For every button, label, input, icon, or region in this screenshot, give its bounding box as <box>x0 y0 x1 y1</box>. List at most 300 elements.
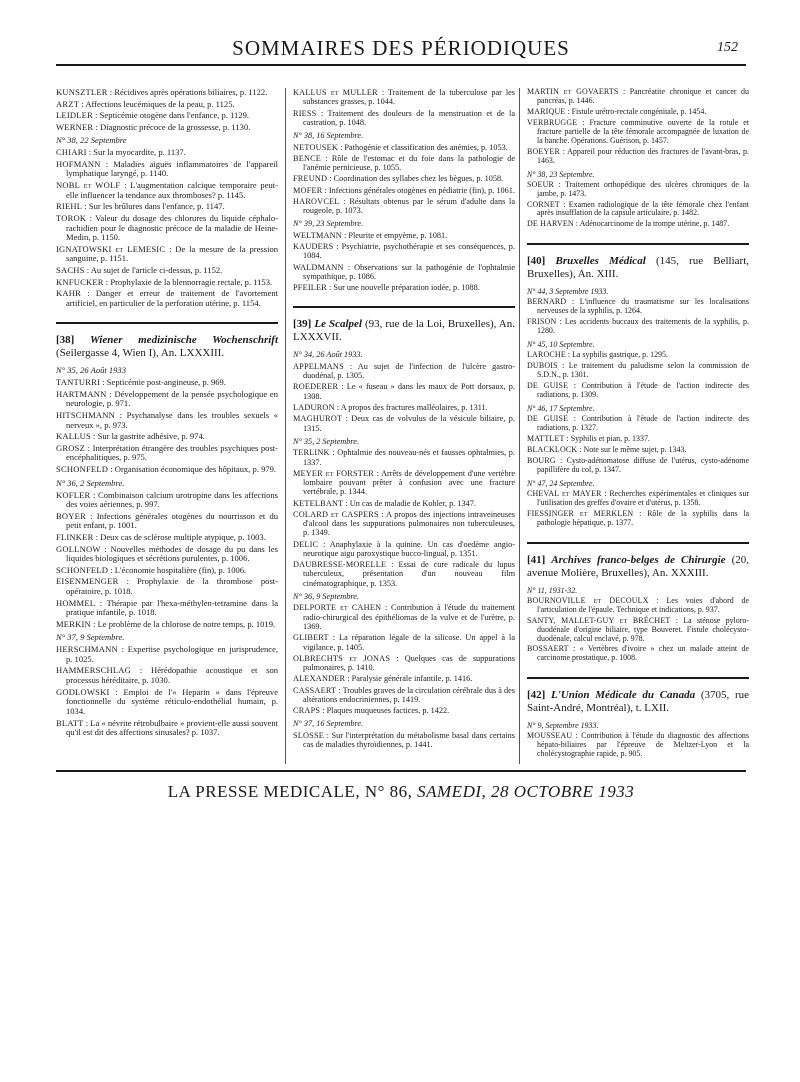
author-separator: : <box>565 350 573 360</box>
entry-list <box>293 231 515 293</box>
article-author: LAROCHE <box>527 350 566 360</box>
article-entry <box>56 465 278 475</box>
article-title: Contribution à l'étude du traitement radio-chirurgical des épithéliomas de la vulve et de l'urètre, p. 1369. <box>303 603 515 631</box>
article-entry <box>527 382 749 400</box>
article-title: Affections leucémiques de la peau, p. 1125. <box>85 98 235 109</box>
author-separator: : <box>555 455 567 465</box>
author-separator: : <box>93 121 100 132</box>
article-author: KALLUS et MULLER <box>293 88 378 97</box>
article-title: Cysto-adénomatose diffuse de l'utérus, cysto-adénome papillifère du col, p. 1347. <box>537 455 749 474</box>
article-author: RIESS <box>293 108 317 118</box>
article-author: MOFER <box>293 185 323 195</box>
article-title: La syphilis gastrique, p. 1295. <box>572 350 668 360</box>
article-entry <box>56 378 278 388</box>
article-entry <box>56 491 278 510</box>
article-entry <box>293 143 515 152</box>
article-title: Les voies d'abord de l'articulation de l'épaule. Technique et indications, p. 937. <box>537 595 749 614</box>
article-entry <box>293 448 515 467</box>
article-author: ROEDERER <box>293 382 339 392</box>
article-title: Traitement des douleurs de la menstruation et de la castration, p. 1048. <box>303 108 515 127</box>
article-author: APPELMANS <box>293 361 344 371</box>
article-title: Rôle de la syphilis dans la pathologie hépatique, p. 1377. <box>537 508 749 527</box>
article-author: WALDMANN <box>293 262 344 272</box>
issue-heading: N° 47, 24 Septembre. <box>527 478 595 488</box>
author-separator: : <box>556 317 565 327</box>
article-entry <box>527 490 749 508</box>
article-entry <box>56 202 278 212</box>
column-divider <box>519 88 520 764</box>
author-separator: : <box>577 117 590 127</box>
author-separator: : <box>573 219 580 229</box>
section-rule <box>527 677 749 679</box>
article-entry <box>56 666 278 685</box>
article-entry <box>56 688 278 717</box>
author-separator: : <box>377 88 388 97</box>
article-title: Quelques cas de suppurations pulmonaires, p. 1410. <box>303 653 515 673</box>
article-title: Sur la gastrite adhésive, p. 974. <box>97 431 205 442</box>
article-entry <box>56 148 278 158</box>
author-separator: : <box>106 388 115 399</box>
journal-name: Archives franco-belges de Chirurgie <box>551 553 726 566</box>
issue-heading: N° 46, 17 Septembre. <box>527 404 595 413</box>
footer-journal: LA PRESSE MEDICALE, N° 86, <box>167 782 413 801</box>
issue-heading: N° 35, 2 Septembre. <box>293 436 360 446</box>
article-author: KOFLER <box>56 489 91 500</box>
column-divider <box>285 88 286 764</box>
author-separator: : <box>318 539 330 549</box>
article-entry <box>293 603 515 631</box>
author-separator: : <box>103 276 111 287</box>
article-author: BOYER <box>56 510 86 521</box>
article-title: Expertise psychologique en jurisprudence, p. 1025. <box>66 644 278 664</box>
article-title: Recherches expérimentales et cliniques sur l'utilisation des greffes d'ovaire et d'utérus, p. 1358. <box>537 488 749 507</box>
article-entry <box>293 469 515 497</box>
article-entry <box>293 633 515 652</box>
article-author: HERSCHMANN <box>56 644 118 655</box>
article-entry <box>293 560 515 588</box>
issue-heading: N° 36, 2 Septembre. <box>56 477 125 488</box>
article-author: TANTURRI <box>56 377 101 388</box>
article-author: LADURON <box>293 402 335 412</box>
article-author: KAUDERS <box>293 242 334 252</box>
article-author: KUNSZTLER <box>56 87 108 97</box>
article-title: Valeur du dosage des chlorures du liquide céphalo-rachidien pour le diagnostic précoce de la maladie de Heine-Medin, p. 1150. <box>66 212 278 243</box>
author-separator: : <box>100 158 114 169</box>
entry-list <box>527 597 749 664</box>
article-entry <box>293 242 515 261</box>
author-separator: : <box>118 576 138 587</box>
article-author: CRAPS <box>293 706 321 716</box>
article-title: Observations sur la pathogénie de l'ophtalmie sympathique, p. 1086. <box>303 262 516 281</box>
entry-list <box>56 491 278 630</box>
article-entry <box>527 597 749 615</box>
issue-heading: N° 45, 10 Septembre. <box>527 340 595 350</box>
issue-heading: N° 37, 9 Septembre. <box>56 632 125 643</box>
author-separator: : <box>85 442 93 453</box>
article-title: La « névrite rétrobulbaire » provient-elle aussi souvent qu'il est dit des affections sinusales? p. 1037. <box>66 717 278 738</box>
article-entry <box>293 197 515 216</box>
article-entry <box>56 645 278 664</box>
article-entry <box>56 278 278 288</box>
issue-heading: N° 39, 23 Septembre. <box>293 219 364 229</box>
article-title: De la mesure de la pression sanguine, p. 1151. <box>66 243 278 264</box>
article-title: Deux cas de sclérose multiple atypique, p. 1003. <box>100 531 266 542</box>
article-title: Au sujet de l'article ci-dessus, p. 1152. <box>90 264 223 275</box>
issue-heading: N° 38, 23 Septembre. <box>527 169 595 179</box>
article-author: NOBL et WOLF <box>56 180 121 191</box>
article-entry <box>293 414 515 433</box>
article-author: ALEXANDER <box>293 674 346 684</box>
article-entry <box>527 732 749 759</box>
entry-list <box>293 448 515 588</box>
article-entry <box>293 499 515 508</box>
journal-details: (Seilergasse 4, Wien I), An. LXXXIII. <box>56 347 225 360</box>
article-title: « Vertèbres d'ivoire » chez un malade atteint de carcinome prostatique, p. 1008. <box>537 644 749 663</box>
article-entry <box>527 415 749 433</box>
article-title: Infections générales otogènes en pédiatrie (fin), p. 1061. <box>328 185 515 195</box>
article-title: A propos des injections intraveineuses d'alcool dans les suppurations pulmonaires non tuberculeuses, p. 1349. <box>303 509 515 538</box>
article-author: MAGHUROT <box>293 414 343 424</box>
article-entry <box>293 263 515 282</box>
author-separator: : <box>86 147 94 158</box>
author-separator: : <box>326 283 334 293</box>
author-separator: : <box>334 402 341 412</box>
article-author: BENCE <box>293 153 322 163</box>
author-separator: : <box>339 196 350 206</box>
article-title: Les accidents buccaux des traitements de la syphilis, p. 1280. <box>537 317 749 336</box>
article-author: SCHONFELD <box>56 564 109 575</box>
author-separator: : <box>327 174 334 184</box>
author-separator: : <box>100 543 111 554</box>
author-separator: : <box>84 264 91 275</box>
article-entry <box>293 403 515 412</box>
article-author: GODLOWSKI <box>56 686 110 697</box>
article-title: Paralysie générale infantile, p. 1416. <box>351 674 473 684</box>
article-title: Organisation économique des hôpitaux, p. 979. <box>114 464 277 475</box>
article-entry <box>56 512 278 531</box>
author-separator: : <box>559 199 569 209</box>
author-separator: : <box>381 603 391 613</box>
entry-list <box>293 603 515 715</box>
journal-number: [38] <box>56 334 75 347</box>
article-author: DAUBRESSE-MORELLE <box>293 560 387 570</box>
article-entry <box>56 545 278 564</box>
article-title: Pleurite et empyème, p. 1081. <box>348 230 448 240</box>
article-author: HOMMEL <box>56 597 96 608</box>
journal-heading <box>56 334 278 360</box>
journal-heading <box>527 554 749 580</box>
article-entry <box>527 362 749 380</box>
column-1 <box>56 88 278 740</box>
journal-name: Bruxelles Médical <box>555 255 646 268</box>
article-title: Psychanalyse dans les troubles sexuels « nerveux », p. 973. <box>66 410 278 430</box>
article-author: GOLLNOW <box>56 543 101 554</box>
article-author: GLIBERT <box>293 633 329 643</box>
author-separator: : <box>568 644 580 654</box>
journal-name: Wiener medizinische Wochenschrift <box>89 334 278 347</box>
article-author: EISENMENGER <box>56 576 119 587</box>
journal-heading <box>293 318 515 344</box>
article-entry <box>527 435 749 444</box>
article-title: Fistule urétro-rectale congénitale, p. 1454. <box>571 106 707 116</box>
author-separator: : <box>564 434 571 443</box>
article-entry <box>527 148 749 166</box>
author-separator: : <box>120 180 131 191</box>
article-entry <box>293 186 515 195</box>
author-separator: : <box>86 212 96 223</box>
article-entry <box>56 566 278 576</box>
article-entry <box>527 108 749 117</box>
article-entry <box>56 88 278 98</box>
entry-list <box>56 88 278 132</box>
article-author: BOURG <box>527 455 556 465</box>
article-entry <box>527 617 749 644</box>
article-title: Contribution à l'étude de l'action indirecte des radiations, p. 1309. <box>537 381 749 400</box>
issue-heading: N° 44, 3 Septembre 1933. <box>527 287 609 297</box>
article-author: CORNET <box>527 199 560 209</box>
entry-list <box>527 415 749 475</box>
article-entry <box>56 620 278 630</box>
article-entry <box>527 318 749 336</box>
article-author: BOEYER <box>527 146 560 156</box>
author-separator: : <box>336 685 343 695</box>
article-entry <box>56 111 278 121</box>
article-entry <box>56 214 278 243</box>
article-entry <box>293 154 515 173</box>
article-author: COLARD et CASPERS <box>293 509 379 519</box>
author-separator: : <box>373 468 382 478</box>
article-title: Nouvelles méthodes de dosage du pu dans les liquides biologiques et sécrétions purulentes, p. 1006. <box>66 543 278 564</box>
article-title: Prophylaxie de la blennorragie rectale, p. 1153. <box>110 276 273 287</box>
article-author: DE GUISE <box>527 414 569 424</box>
article-author: NETOUSEK <box>293 142 338 152</box>
article-author: MARIQUE <box>527 106 566 116</box>
author-separator: : <box>328 633 340 643</box>
article-entry <box>56 245 278 264</box>
issue-heading: N° 38, 16 Septembre. <box>293 131 364 141</box>
article-entry <box>56 577 278 596</box>
article-author: HAMMERSCHLAG <box>56 665 132 676</box>
article-title: Résultats obtenus par le sérum d'adulte dans la rougeole, p. 1073. <box>303 196 515 216</box>
article-author: TOROK <box>56 212 87 223</box>
article-entry <box>56 181 278 200</box>
article-entry <box>293 174 515 183</box>
page-title: SOMMAIRES DES PÉRIODIQUES <box>232 36 570 60</box>
article-title: Développement de la pensée psychologique en neurologie, p. 971. <box>66 388 278 409</box>
author-separator: : <box>114 410 127 421</box>
article-author: FIESSINGER et MERKLEN <box>527 508 634 518</box>
article-title: A propos des fractures malléolaires, p. 1311. <box>340 402 488 412</box>
article-title: Combinaison calcium urotropine dans les affections des voies aériennes, p. 997. <box>66 489 279 510</box>
author-separator: : <box>601 488 610 498</box>
author-separator: : <box>316 108 328 118</box>
section-rule <box>56 322 278 324</box>
entry-list <box>527 490 749 528</box>
author-separator: : <box>670 615 684 625</box>
article-title: Maladies aiguës inflammatoires de l'appareil lymphatique laryngé, p. 1140. <box>66 158 278 179</box>
article-author: WERNER <box>56 121 94 132</box>
article-title: Sur une nouvelle préparation iodée, p. 1088. <box>333 283 480 293</box>
article-author: FRISON <box>527 317 557 327</box>
journal-number: [39] <box>293 318 312 331</box>
page-footer <box>56 770 746 802</box>
article-entry <box>56 123 278 133</box>
entry-list <box>293 362 515 433</box>
entry-list <box>56 378 278 474</box>
article-author: DELPORTE et CAHEN <box>293 603 382 613</box>
entry-list <box>527 298 749 336</box>
article-entry <box>56 289 278 308</box>
journal-details: (3705, rue Saint-André, Montréal), t. LXII. <box>527 689 750 715</box>
article-author: CHEVAL et MAYER <box>527 488 602 498</box>
article-title: Psychiatrie, psychothérapie et ses conséquences, p. 1084. <box>303 242 515 261</box>
author-separator: : <box>386 560 399 570</box>
article-author: ARZT <box>56 98 80 109</box>
issue-heading: N° 34, 26 Août 1933. <box>293 350 363 360</box>
entry-list <box>527 88 749 166</box>
article-entry <box>527 181 749 199</box>
article-entry <box>293 382 515 401</box>
entry-list <box>527 732 749 759</box>
article-title: Traitement de la tuberculose par les substances grasses, p. 1044. <box>303 88 515 107</box>
author-separator: : <box>324 730 332 740</box>
author-separator: : <box>333 242 342 252</box>
author-separator: : <box>341 230 349 240</box>
author-separator: : <box>108 464 115 475</box>
article-title: Deux cas de volvulus de la vésicule biliaire, p. 1315. <box>303 414 515 433</box>
article-author: HOFMANN <box>56 158 101 169</box>
journal-number: [42] <box>527 689 546 702</box>
author-separator: : <box>322 185 329 195</box>
article-title: Syphilis et pian, p. 1337. <box>570 434 650 443</box>
article-title: Au sujet de l'infection de l'ulcère gastro-duodénal, p. 1305. <box>303 361 515 381</box>
article-author: BOSSAERT <box>527 644 569 654</box>
article-author: CHIARI <box>56 147 87 158</box>
journal-heading <box>527 689 749 715</box>
author-separator: : <box>93 531 101 542</box>
issue-heading: N° 37, 16 Septembre. <box>293 719 364 729</box>
journal-heading <box>527 255 749 281</box>
article-title: Adénocarcinome de la trompe utérine, p. 1487. <box>579 219 730 229</box>
article-entry <box>293 686 515 705</box>
article-entry <box>56 599 278 618</box>
author-separator: : <box>559 146 568 156</box>
author-separator: : <box>95 597 107 608</box>
issue-heading: N° 9, Septembre 1933. <box>527 721 599 731</box>
article-entry <box>527 298 749 316</box>
column-3 <box>527 88 749 761</box>
article-entry <box>56 444 278 463</box>
article-author: DELIC <box>293 539 319 549</box>
article-title: Hérédopathie acoustique et son processus héréditaire, p. 1030. <box>66 665 278 686</box>
article-entry <box>56 160 278 179</box>
article-title: Appareil pour réduction des fractures de l'avant-bras, p. 1463. <box>537 146 749 165</box>
article-author: BLATT <box>56 717 84 728</box>
author-separator: : <box>343 498 350 508</box>
author-separator: : <box>342 414 352 424</box>
article-title: Un cas de maladie de Kohler, p. 1347. <box>349 498 476 508</box>
article-title: Pathogénie et classification des anémies, p. 1053. <box>344 142 508 152</box>
article-author: OLBRECHTS et JONAS <box>293 653 391 663</box>
entry-list <box>527 181 749 230</box>
author-separator: : <box>100 377 107 388</box>
article-entry <box>293 362 515 381</box>
article-author: SANTY, MALLET-GUY et BRÉCHET <box>527 615 671 625</box>
footer-date: SAMEDI, 28 OCTOBRE 1933 <box>417 782 635 801</box>
article-title: Rôle de l'estomac et du foie dans la pathologie de l'anémie pernicieuse, p. 1055. <box>303 153 515 173</box>
article-entry <box>56 266 278 276</box>
article-title: Ophtalmie des nouveau-nés et fausses ophtalmies, p. 1337. <box>303 448 515 467</box>
author-separator: : <box>82 201 89 212</box>
article-entry <box>527 457 749 475</box>
article-author: MERKIN <box>56 618 91 629</box>
author-separator: : <box>554 179 565 189</box>
article-entry <box>527 88 749 106</box>
article-author: DE GUISE <box>527 381 569 391</box>
article-author: MEYER et FORSTER <box>293 468 374 478</box>
article-author: FLINKER <box>56 531 94 542</box>
author-separator: : <box>109 686 124 697</box>
article-author: HITSCHMANN <box>56 410 115 421</box>
article-title: Contribution à l'étude de l'action indirecte des radiations, p. 1327. <box>537 414 749 433</box>
author-separator: : <box>633 508 648 518</box>
article-entry <box>56 411 278 430</box>
article-title: Sur l'interprétation du métabolisme basal dans certains cas de maladies thyroïdiennes, p. 1441. <box>303 730 515 750</box>
article-entry <box>527 446 749 455</box>
article-title: Prophylaxie de la thrombose post-opératoire, p. 1018. <box>66 576 278 596</box>
author-separator: : <box>85 510 97 521</box>
author-separator: : <box>566 297 580 307</box>
article-entry <box>527 645 749 663</box>
article-title: Emploi de l'« Heparin » dans l'épreuve fonctionnelle du système réticulo-endothélial humain, p. 1034. <box>66 686 279 716</box>
article-entry <box>293 540 515 559</box>
article-title: La réparation légale de la silicose. Un appel à la vigilance, p. 1405. <box>303 633 515 652</box>
journal-number: [40] <box>527 255 546 268</box>
article-title: Contribution à l'étude du diagnostic des affections hépato-biliaires par l'épreuve de Meltzer-Lyon et la cholécystographie rapide, p. 905. <box>537 731 749 759</box>
author-separator: : <box>117 644 128 655</box>
article-author: KALLUS <box>56 431 91 442</box>
article-author: RIEHL <box>56 201 83 212</box>
author-separator: : <box>343 361 358 371</box>
article-author: SCHONFELD <box>56 464 109 475</box>
article-title: Troubles graves de la circulation cérébrale dus à des altérations endocriniennes, p. 1419. <box>303 685 515 704</box>
author-separator: : <box>338 142 345 152</box>
article-title: Anaphylaxie à la quinine. Un cas d'oedème angio-neurotique aigu paroxystique bucco-lingual, p. 1351. <box>303 539 515 558</box>
article-title: Septicémie post-angineuse, p. 969. <box>106 377 226 388</box>
article-author: SLOSSE <box>293 730 325 740</box>
article-title: Le « fuseau » dans les maux de Pott dorsaux, p. 1308. <box>303 382 515 401</box>
article-title: Fracture comminutive ouverte de la rotule et fracture partielle de la tête fémorale accompagnée de luxation de la hanche. Opérations. Guérison, p. 1457. <box>537 117 749 145</box>
journal-name: L'Union Médicale du Canada <box>551 689 696 702</box>
article-title: Danger et erreur de traitement de l'avortement artificiel, en particulier de la perforation utérine, p. 1154. <box>66 288 278 308</box>
article-title: Diagnostic précoce de la grossesse, p. 1130. <box>99 121 251 132</box>
entry-list <box>527 351 749 400</box>
section-rule <box>527 542 749 544</box>
article-entry <box>293 510 515 538</box>
article-title: L'influence du traumatisme sur les localisations nerveuses de la syphilis, p. 1264. <box>537 297 749 316</box>
article-author: BLACKLOCK <box>527 444 578 454</box>
article-title: Plaques muqueuses factices, p. 1422. <box>326 706 450 716</box>
article-title: Examen radiologique de la tête fémorale chez l'enfant après insufflation de la capsule articulaire, p. 1482. <box>537 199 749 218</box>
author-separator: : <box>343 262 355 272</box>
author-separator: : <box>79 98 86 109</box>
article-title: Coordination des syllabes chez les bègues, p. 1058. <box>333 174 504 184</box>
article-title: Arrêts de développement d'une vertèbre lombaire pouvant prêter à confusion avec une fracture vertébrale, p. 1344. <box>303 468 515 497</box>
author-separator: : <box>131 665 152 676</box>
author-separator: : <box>93 110 100 121</box>
article-title: Infections générales otogènes du nourrisson et du petit enfant, p. 1001. <box>66 510 278 531</box>
article-title: Sur la myocardite, p. 1137. <box>93 147 186 158</box>
